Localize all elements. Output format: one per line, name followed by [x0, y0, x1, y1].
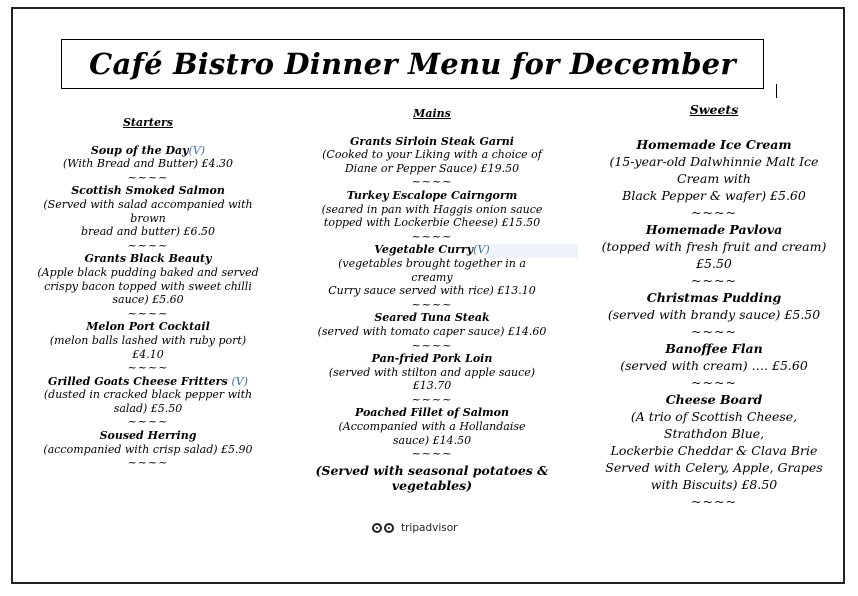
menu-item-description: creamy [411, 270, 453, 284]
menu-item-title [22, 252, 274, 266]
menu-item-name: Turkey Escalope Cairngorm [346, 188, 518, 202]
menu-item-description: Diane or Pepper Sauce) £19.50 [344, 161, 520, 175]
title-box [61, 39, 764, 89]
menu-item-description: (topped with fresh fruit and cream) [601, 239, 827, 254]
menu-item [588, 289, 840, 340]
menu-item-name: Christmas Pudding [646, 290, 782, 305]
menu-item-description: (seared in pan with Haggis onion sauce [321, 202, 543, 216]
menu-item-description: bread and butter) £6.50 [80, 225, 216, 239]
menu-item-title [588, 221, 840, 238]
menu-item-title [22, 429, 274, 443]
vegetarian-mark: (V) [473, 243, 490, 257]
menu-item-description: salad) £5.50 [113, 401, 183, 415]
menu-item-description: Strathdon Blue, [663, 426, 765, 441]
separator: ~~~~ [127, 361, 169, 375]
vegetarian-mark: (V) [231, 374, 249, 388]
menu-item-name: Banoffee Flan [665, 341, 763, 356]
menu-item [303, 311, 561, 352]
menu-item-description: (15-year-old Dalwhinnie Malt Ice [609, 154, 819, 169]
menu-item-name: Melon Port Cocktail [86, 320, 210, 334]
starters-column [22, 116, 274, 470]
menu-item [22, 252, 274, 320]
menu-item-description: £4.10 [132, 347, 164, 361]
menu-item-name: Homemade Ice Cream [636, 137, 792, 152]
menu-item-description: (Accompanied with a Hollandaise [338, 420, 526, 434]
menu-item [22, 320, 274, 374]
menu-item-description: (Cooked to your Liking with a choice of [322, 148, 542, 162]
menu-item-title [303, 352, 561, 366]
mains-list [303, 135, 561, 461]
starters-list [22, 144, 274, 470]
menu-item-title [588, 340, 840, 357]
menu-item-description: Curry sauce served with rice) £13.10 [328, 284, 536, 298]
menu-item-name: Vegetable Curry [374, 243, 474, 257]
menu-item-description: sauce) £14.50 [392, 433, 472, 447]
menu-item-title [303, 189, 561, 203]
menu-item [588, 391, 840, 510]
sweets-column [588, 101, 840, 510]
menu-item [303, 352, 561, 406]
separator: ~~~~ [411, 229, 453, 243]
menu-item-description: crispy bacon topped with sweet chilli [44, 279, 252, 293]
separator: ~~~~ [127, 238, 169, 252]
menu-item-description: (served with stilton and apple sauce) [328, 365, 536, 379]
separator: ~~~~ [691, 494, 737, 509]
owl-eyes-icon [370, 523, 398, 534]
mains-column [303, 107, 561, 493]
menu-item [588, 136, 840, 221]
menu-item-title [303, 243, 561, 257]
menu-item [303, 189, 561, 243]
menu-item-title [588, 136, 840, 153]
menu-item [22, 144, 274, 185]
separator: ~~~~ [411, 338, 453, 352]
menu-item-title [22, 320, 274, 334]
menu-item-description: (Apple black pudding baked and served [37, 265, 259, 279]
menu-item-name: Grants Black Beauty [84, 252, 212, 266]
menu-item [22, 375, 274, 429]
menu-item-name: Grilled Goats Cheese Fritters [47, 374, 232, 388]
menu-item-description: (dusted in cracked black pepper with [43, 388, 253, 402]
menu-item [303, 135, 561, 189]
menu-item-description: (A trio of Scottish Cheese, [630, 409, 798, 424]
tripadvisor-logo[interactable] [370, 522, 457, 534]
menu-item-name: Soused Herring [99, 429, 197, 443]
menu-item-title [303, 135, 561, 149]
menu-item-name: Cheese Board [665, 392, 763, 407]
menu-item-description: (accompanied with crisp salad) £5.90 [43, 442, 253, 456]
mains-heading: Mains [413, 107, 451, 120]
separator: ~~~~ [691, 324, 737, 339]
menu-item [588, 340, 840, 391]
separator: ~~~~ [411, 175, 453, 189]
sweets-list [588, 136, 840, 510]
sweets-heading: Sweets [689, 102, 739, 117]
menu-item [303, 243, 561, 311]
menu-item [22, 184, 274, 252]
separator: ~~~~ [411, 392, 453, 406]
menu-item-title [303, 406, 561, 420]
menu-item-name: Soup of the Day [90, 143, 189, 157]
menu-item-description: Cream with [677, 171, 751, 186]
menu-item [588, 221, 840, 289]
separator: ~~~~ [411, 447, 453, 461]
menu-item-description: £13.70 [412, 379, 452, 393]
separator: ~~~~ [127, 170, 169, 184]
menu-item-name: Seared Tuna Steak [374, 311, 490, 325]
mains-note-line: vegetables) [391, 477, 473, 493]
menu-item-description: sauce) £5.60 [112, 293, 184, 307]
menu-item-description: Black Pepper & wafer) £5.60 [622, 188, 806, 203]
menu-item-name: Homemade Pavlova [645, 222, 783, 237]
menu-item-name: Grants Sirloin Steak Garni [350, 134, 514, 148]
text-cursor [776, 84, 777, 98]
menu-item-description: with Biscuits) £8.50 [650, 477, 778, 492]
menu-item-description: (served with cream) …. £5.60 [620, 358, 808, 373]
menu-item-name: Pan-fried Pork Loin [371, 352, 493, 366]
menu-item-description: (With Bread and Butter) £4.30 [62, 157, 234, 171]
separator: ~~~~ [127, 456, 169, 470]
menu-item-title [588, 289, 840, 306]
menu-item [22, 429, 274, 470]
menu-item-title [22, 144, 274, 158]
menu-item-description: (served with tomato caper sauce) £14.60 [317, 324, 547, 338]
separator: ~~~~ [691, 205, 737, 220]
mains-note [303, 463, 561, 493]
menu-item-description: topped with Lockerbie Cheese) £15.50 [323, 216, 541, 230]
menu-item-title [22, 375, 274, 389]
menu-item-title [588, 391, 840, 408]
menu-item-description: Lockerbie Cheddar & Clava Brie [610, 443, 818, 458]
menu-item-description: brown [130, 211, 166, 225]
menu-item-description: Served with Celery, Apple, Grapes [605, 460, 823, 475]
mains-note-line: (Served with seasonal potatoes & [315, 462, 549, 478]
starters-heading: Starters [122, 116, 173, 129]
logo-text: tripadvisor [401, 522, 458, 534]
menu-item-description: (melon balls lashed with ruby port) [49, 333, 247, 347]
menu-item-description: (vegetables brought together in a [338, 256, 526, 270]
menu-item-name: Poached Fillet of Salmon [354, 406, 510, 420]
menu-item-description: (Served with salad accompanied with [43, 197, 253, 211]
menu-item-title [303, 311, 561, 325]
separator: ~~~~ [127, 415, 169, 429]
separator: ~~~~ [127, 306, 169, 320]
separator: ~~~~ [411, 297, 453, 311]
vegetarian-mark: (V) [188, 143, 206, 157]
menu-item [303, 406, 561, 460]
menu-item-name: Scottish Smoked Salmon [71, 184, 225, 198]
separator: ~~~~ [691, 273, 737, 288]
menu-item-title [22, 184, 274, 198]
menu-item-description: (served with brandy sauce) £5.50 [607, 307, 821, 322]
menu-item-description: £5.50 [696, 256, 732, 271]
page-title: Café Bistro Dinner Menu for December [89, 47, 736, 81]
separator: ~~~~ [691, 375, 737, 390]
